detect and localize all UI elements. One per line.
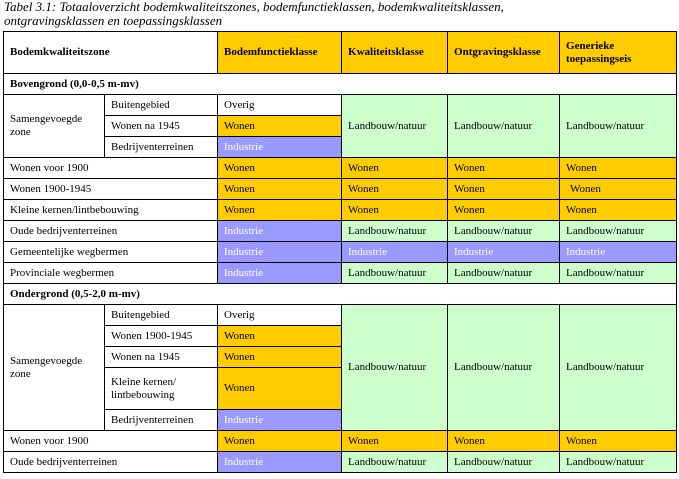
ontgraving-cell: Wonen [448, 200, 560, 221]
header-ontgraving: Ontgravingsklasse [448, 32, 560, 74]
zone-cell: Oude bedrijventerreinen [4, 452, 218, 473]
toepassing-cell: Landbouw/natuur [560, 305, 677, 431]
kwaliteit-cell: Industrie [342, 242, 448, 263]
functie-cell: Wonen [218, 431, 342, 452]
subzone-name: Wonen na 1945 [105, 347, 218, 368]
soil-quality-table [3, 31, 677, 473]
section-row [4, 284, 677, 305]
functie-cell: Wonen [218, 326, 342, 347]
kwaliteit-cell: Landbouw/natuur [342, 263, 448, 284]
caption-line-1: Tabel 3.1: Totaaloverzicht bodemkwaliteitszones, bodemfunctieklassen, bodemkwaliteitsklassen, [4, 0, 504, 14]
section-row [4, 74, 677, 95]
functie-cell: Overig [218, 305, 342, 326]
samengevoegde-zone-label: Samengevoegde zone [4, 305, 105, 431]
kwaliteit-cell: Landbouw/natuur [342, 95, 448, 158]
section-title-bovengrond: Bovengrond (0,0-0,5 m-mv) [4, 74, 677, 95]
toepassing-cell: Landbouw/natuur [560, 263, 677, 284]
ontgraving-cell: Wonen [448, 179, 560, 200]
subzone-name: Buitengebied [105, 305, 218, 326]
zone-cell: Kleine kernen/lintbebouwing [4, 200, 218, 221]
functie-cell: Wonen [218, 368, 342, 410]
table-row [4, 158, 677, 179]
subzone-name: Bedrijventerreinen [105, 137, 218, 158]
ontgraving-cell: Landbouw/natuur [448, 263, 560, 284]
kwaliteit-cell: Landbouw/natuur [342, 452, 448, 473]
table-row [4, 263, 677, 284]
section-title-ondergrond: Ondergrond (0,5-2,0 m-mv) [4, 284, 677, 305]
table-row [4, 431, 677, 452]
subzone-name: Wonen 1900-1945 [105, 326, 218, 347]
ontgraving-cell: Wonen [448, 158, 560, 179]
functie-cell: Wonen [218, 116, 342, 137]
table-row [4, 221, 677, 242]
kwaliteit-cell: Landbouw/natuur [342, 221, 448, 242]
toepassing-cell: Wonen [560, 431, 677, 452]
ontgraving-cell: Landbouw/natuur [448, 452, 560, 473]
header-kwaliteit: Kwaliteitsklasse [342, 32, 448, 74]
table-row [4, 200, 677, 221]
zone-cell: Wonen voor 1900 [4, 158, 218, 179]
ontgraving-cell: Industrie [448, 242, 560, 263]
toepassing-cell: Industrie [560, 242, 677, 263]
ontgraving-cell: Landbouw/natuur [448, 95, 560, 158]
functie-cell: Industrie [218, 242, 342, 263]
subzone-name: Buitengebied [105, 95, 218, 116]
functie-cell: Wonen [218, 158, 342, 179]
ontgraving-cell: Landbouw/natuur [448, 305, 560, 431]
table-row [4, 95, 677, 116]
table-row [4, 452, 677, 473]
functie-cell: Wonen [218, 347, 342, 368]
toepassing-cell: Landbouw/natuur [560, 221, 677, 242]
toepassing-cell: Landbouw/natuur [560, 95, 677, 158]
table-row [4, 179, 677, 200]
zone-cell: Provinciale wegbermen [4, 263, 218, 284]
functie-cell: Industrie [218, 263, 342, 284]
zone-cell: Gemeentelijke wegbermen [4, 242, 218, 263]
samengevoegde-zone-label: Samengevoegde zone [4, 95, 105, 158]
kwaliteit-cell: Wonen [342, 431, 448, 452]
functie-cell: Wonen [218, 179, 342, 200]
caption-line-2: ontgravingsklassen en toepassingsklassen [4, 13, 223, 28]
ontgraving-cell: Wonen [448, 431, 560, 452]
toepassing-cell: Landbouw/natuur [560, 452, 677, 473]
table-caption [4, 0, 676, 28]
header-functie: Bodemfunctieklasse [218, 32, 342, 74]
zone-cell: Wonen 1900-1945 [4, 179, 218, 200]
functie-cell: Wonen [218, 200, 342, 221]
subzone-name: Bedrijventerreinen [105, 410, 218, 431]
zone-cell: Oude bedrijventerreinen [4, 221, 218, 242]
toepassing-cell: Wonen [560, 179, 677, 200]
header-zone: Bodemkwaliteitszone [4, 32, 218, 74]
header-toepassing: Generieke toepassingseis [560, 32, 677, 74]
subzone-name: Kleine kernen/ lintbebouwing [105, 368, 218, 410]
kwaliteit-cell: Wonen [342, 200, 448, 221]
kwaliteit-cell: Landbouw/natuur [342, 305, 448, 431]
kwaliteit-cell: Wonen [342, 179, 448, 200]
subzone-name: Wonen na 1945 [105, 116, 218, 137]
toepassing-cell: Wonen [560, 200, 677, 221]
table-row [4, 242, 677, 263]
ontgraving-cell: Landbouw/natuur [448, 221, 560, 242]
functie-cell: Industrie [218, 221, 342, 242]
functie-cell: Industrie [218, 452, 342, 473]
kwaliteit-cell: Wonen [342, 158, 448, 179]
zone-cell: Wonen voor 1900 [4, 431, 218, 452]
table-row [4, 305, 677, 326]
functie-cell: Industrie [218, 137, 342, 158]
toepassing-cell: Wonen [560, 158, 677, 179]
table-header-row [4, 32, 677, 74]
functie-cell: Industrie [218, 410, 342, 431]
functie-cell: Overig [218, 95, 342, 116]
